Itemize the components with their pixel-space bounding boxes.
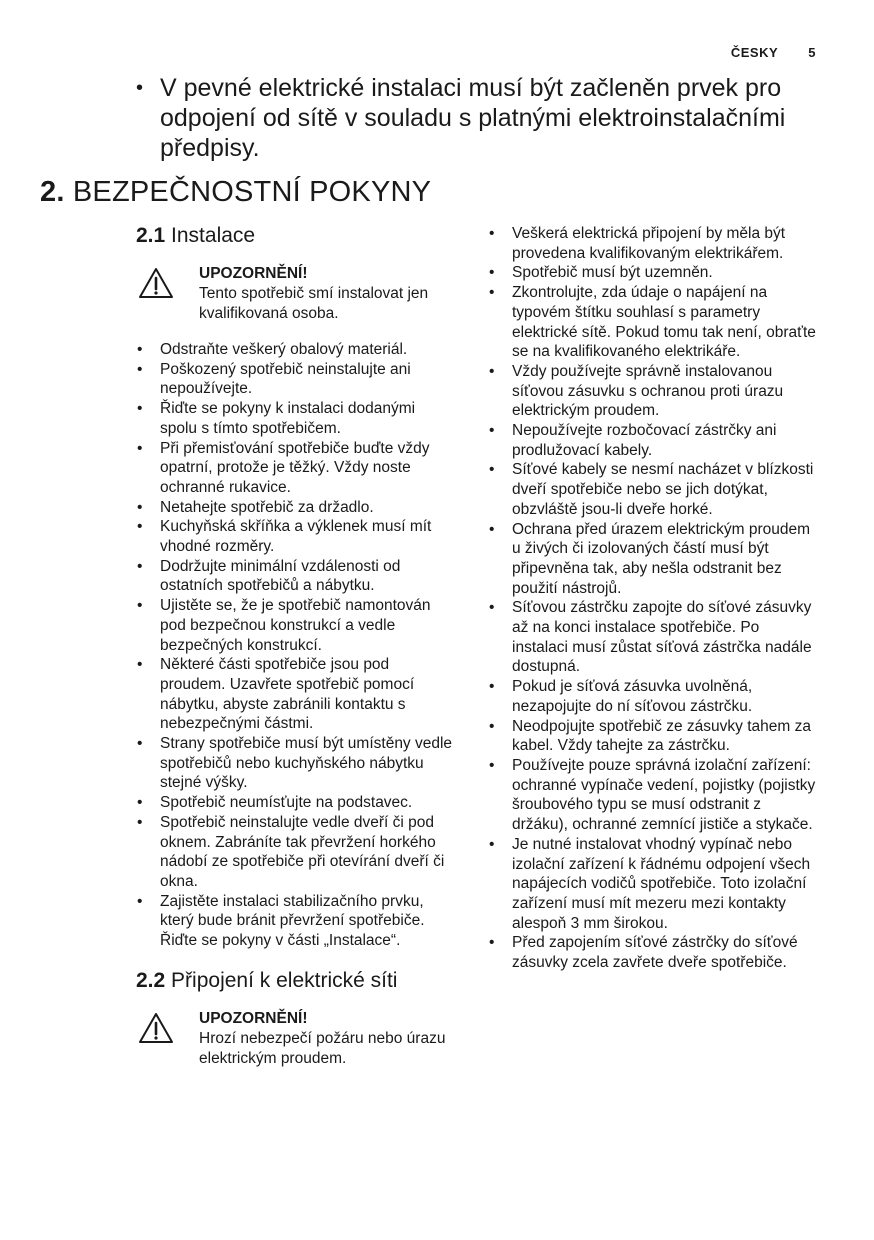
warning-triangle-icon xyxy=(138,267,174,299)
list-item: • Netahejte spotřebič za držadlo. xyxy=(136,498,456,518)
list-item: • Vždy používejte správně instalovanou síťovou zásuvku s ochranou proti úrazu elektrickým proudem. xyxy=(488,362,818,421)
list-item: • Při přemisťování spotřebiče buďte vždy opatrní, protože je těžký. Vždy noste ochranné rukavice. xyxy=(136,439,456,498)
subsection-number: 2.1 xyxy=(136,224,166,247)
section-number: 2. xyxy=(40,176,65,208)
subsection-heading-installation xyxy=(136,222,456,250)
list-item: • Spotřebič neumísťujte na podstavec. xyxy=(136,793,456,813)
right-column xyxy=(488,224,818,973)
list-item: • Neodpojujte spotřebič ze zásuvky tahem za kabel. Vždy tahejte za zástrčku. xyxy=(488,717,818,756)
installation-bullet-list xyxy=(136,340,456,951)
warning-title: UPOZORNĚNÍ! xyxy=(199,265,308,282)
list-item: • Odstraňte veškerý obalový materiál. xyxy=(136,340,456,360)
list-item: • Poškozený spotřebič neinstalujte ani nepoužívejte. xyxy=(136,360,456,399)
list-item: • Ujistěte se, že je spotřebič namontován pod bezpečnou konstrukcí a vedle bezpečných konstrukcí. xyxy=(136,596,456,655)
list-item: • Používejte pouze správná izolační zařízení: ochranné vypínače vedení, pojistky (pojistky šroubového typu se musí odstranit z držáku), ochranné zemnící jističe a stykače. xyxy=(488,756,818,835)
list-item: • Je nutné instalovat vhodný vypínač nebo izolační zařízení k řádnému odpojení všech napájecích vodičů spotřebiče. Toto izolační zařízení musí mít mezeru mezi kontakty alespoň 3 mm širokou. xyxy=(488,835,818,934)
list-item: • Strany spotřebiče musí být umístěny vedle spotřebičů nebo kuchyňského nábytku stejné výšky. xyxy=(136,734,456,793)
intro-bullet-list xyxy=(136,73,836,163)
list-item: • Nepoužívejte rozbočovací zástrčky ani prodlužovací kabely. xyxy=(488,421,818,460)
warning-text: Tento spotřebič smí instalovat jen kvalifikovaná osoba. xyxy=(199,285,429,322)
page-header xyxy=(731,45,816,60)
left-column xyxy=(136,222,456,1069)
language-label: ČESKY xyxy=(730,45,779,60)
section-title xyxy=(40,174,431,210)
list-item: • Zajistěte instalaci stabilizačního prvku, který bude bránit převržení spotřebiče. Řiďte se pokyny v části „Instalace“. xyxy=(136,892,456,951)
warning-title: UPOZORNĚNÍ! xyxy=(199,1009,308,1027)
list-item: • Ochrana před úrazem elektrickým proudem u živých či izolovaných částí musí být připevněna tak, aby nešla odstranit bez použití nástrojů. xyxy=(488,520,818,599)
subsection-heading-electrical xyxy=(136,967,456,995)
list-item: • Zkontrolujte, zda údaje o napájení na typovém štítku souhlasí s parametry elektrické sítě. Pokud tomu tak není, obraťte se na kvalifikovaného elektrikáře. xyxy=(488,283,818,362)
list-item: • Před zapojením síťové zástrčky do síťové zásuvky zcela zavřete dveře spotřebiče. xyxy=(488,933,818,972)
warning-text: Hrozí nebezpečí požáru nebo úrazu elektrickým proudem. xyxy=(199,1029,446,1067)
list-item: • Pokud je síťová zásuvka uvolněná, nezapojujte do ní síťovou zástrčku. xyxy=(488,677,818,716)
list-item: • Kuchyňská skříňka a výklenek musí mít vhodné rozměry. xyxy=(136,517,456,556)
list-item: • Síťové kabely se nesmí nacházet v blízkosti dveří spotřebiče nebo se jich dotýkat, obzvláště jsou-li dveře horké. xyxy=(488,460,818,519)
list-item: • Spotřebič neinstalujte vedle dveří či pod oknem. Zabráníte tak převržení horkého nádobí ze spotřebiče při otevírání dveří či okna. xyxy=(136,813,456,892)
list-item: • Některé části spotřebiče jsou pod proudem. Uzavřete spotřebič pomocí nábytku, abyste zabránili kontaktu s nebezpečnými částmi. xyxy=(136,655,456,734)
list-item: • Řiďte se pokyny k instalaci dodanými spolu s tímto spotřebičem. xyxy=(136,399,456,438)
subsection-number: 2.2 xyxy=(136,968,166,992)
list-item: • Síťovou zástrčku zapojte do síťové zásuvky až na konci instalace spotřebiče. Po instalaci musí zůstat síťová zástrčka nadále dostupná. xyxy=(488,598,818,677)
warning-triangle-icon xyxy=(138,1012,174,1044)
list-item: • V pevné elektrické instalaci musí být začleněn prvek pro odpojení od sítě v souladu s platnými elektroinstalačními předpisy. xyxy=(136,73,836,163)
list-item: • Veškerá elektrická připojení by měla být provedena kvalifikovaným elektrikářem. xyxy=(488,224,818,263)
list-item: • Spotřebič musí být uzemněn. xyxy=(488,263,818,283)
section-title-text: BEZPEČNOSTNÍ POKYNY xyxy=(72,176,432,208)
subsection-title: Instalace xyxy=(171,224,256,247)
warning-box xyxy=(136,1009,456,1069)
page-number: 5 xyxy=(808,45,816,60)
warning-box xyxy=(136,264,456,324)
list-item: • Dodržujte minimální vzdálenosti od ostatních spotřebičů a nábytku. xyxy=(136,557,456,596)
electrical-bullet-list xyxy=(488,224,818,973)
subsection-title: Připojení k elektrické síti xyxy=(171,968,398,992)
